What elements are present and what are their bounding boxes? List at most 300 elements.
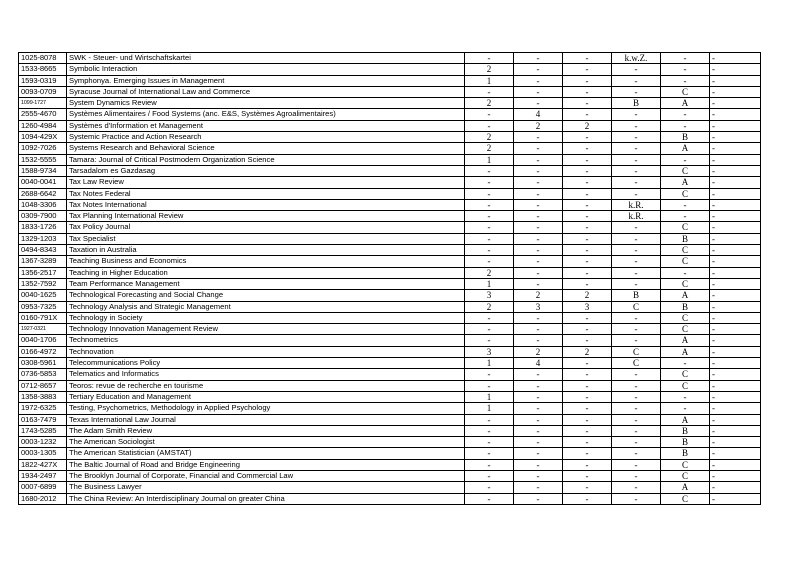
title-cell: Tax Notes International bbox=[67, 199, 465, 210]
table-row bbox=[19, 75, 761, 86]
table-row bbox=[19, 278, 761, 289]
table-row bbox=[19, 233, 761, 244]
rating-col-6: - bbox=[710, 391, 761, 402]
rating-col-2: - bbox=[514, 380, 563, 391]
issn-cell: 0007-6899 bbox=[19, 482, 67, 493]
rating-col-2: - bbox=[514, 459, 563, 470]
rating-col-1: - bbox=[465, 414, 514, 425]
rating-col-5: B bbox=[661, 132, 710, 143]
rating-col-1: 1 bbox=[465, 403, 514, 414]
issn-cell: 1833-1726 bbox=[19, 222, 67, 233]
rating-col-4: - bbox=[612, 143, 661, 154]
rating-col-4: - bbox=[612, 324, 661, 335]
table-row bbox=[19, 312, 761, 323]
rating-col-2: 2 bbox=[514, 346, 563, 357]
rating-col-4: - bbox=[612, 459, 661, 470]
rating-col-3: - bbox=[563, 211, 612, 222]
rating-col-1: 3 bbox=[465, 346, 514, 357]
rating-col-3: - bbox=[563, 470, 612, 481]
title-cell: Team Performance Management bbox=[67, 278, 465, 289]
rating-col-1: - bbox=[465, 199, 514, 210]
table-row bbox=[19, 109, 761, 120]
title-cell: Systèmes d'Information et Management bbox=[67, 120, 465, 131]
issn-cell: 0003-1232 bbox=[19, 437, 67, 448]
rating-col-5: C bbox=[661, 165, 710, 176]
issn-cell: 0040-1706 bbox=[19, 335, 67, 346]
rating-col-3: - bbox=[563, 132, 612, 143]
title-cell: The American Sociologist bbox=[67, 437, 465, 448]
rating-col-3: - bbox=[563, 414, 612, 425]
table-body bbox=[19, 53, 761, 505]
issn-cell: 0003-1305 bbox=[19, 448, 67, 459]
table-row bbox=[19, 459, 761, 470]
rating-col-1: - bbox=[465, 177, 514, 188]
rating-col-6: - bbox=[710, 132, 761, 143]
rating-col-1: - bbox=[465, 369, 514, 380]
rating-col-5: C bbox=[661, 369, 710, 380]
rating-col-2: - bbox=[514, 324, 563, 335]
rating-col-5: - bbox=[661, 120, 710, 131]
title-cell: Syracuse Journal of International Law and Commerce bbox=[67, 86, 465, 97]
rating-col-2: 2 bbox=[514, 290, 563, 301]
rating-col-5: C bbox=[661, 459, 710, 470]
rating-col-3: - bbox=[563, 222, 612, 233]
title-cell: Tax Law Review bbox=[67, 177, 465, 188]
title-cell: Teoros: revue de recherche en tourisme bbox=[67, 380, 465, 391]
title-cell: Symbolic Interaction bbox=[67, 64, 465, 75]
table-row bbox=[19, 154, 761, 165]
rating-col-2: - bbox=[514, 211, 563, 222]
title-cell: Taxation in Australia bbox=[67, 245, 465, 256]
issn-cell: 1329-1203 bbox=[19, 233, 67, 244]
rating-col-5: A bbox=[661, 290, 710, 301]
rating-col-3: - bbox=[563, 369, 612, 380]
rating-col-2: - bbox=[514, 425, 563, 436]
rating-col-6: - bbox=[710, 425, 761, 436]
title-cell: The China Review: An Interdisciplinary Journal on greater China bbox=[67, 493, 465, 504]
rating-col-1: - bbox=[465, 211, 514, 222]
title-cell: The Business Lawyer bbox=[67, 482, 465, 493]
issn-cell: 0309-7900 bbox=[19, 211, 67, 222]
table-row bbox=[19, 301, 761, 312]
rating-col-6: - bbox=[710, 278, 761, 289]
journal-table bbox=[18, 52, 761, 505]
rating-col-6: - bbox=[710, 482, 761, 493]
rating-col-5: C bbox=[661, 86, 710, 97]
rating-col-4: - bbox=[612, 154, 661, 165]
issn-cell: 1367-3289 bbox=[19, 256, 67, 267]
rating-col-5: B bbox=[661, 425, 710, 436]
rating-col-6: - bbox=[710, 493, 761, 504]
rating-col-1: 2 bbox=[465, 98, 514, 109]
rating-col-6: - bbox=[710, 290, 761, 301]
rating-col-5: B bbox=[661, 233, 710, 244]
rating-col-3: 2 bbox=[563, 290, 612, 301]
table-row bbox=[19, 403, 761, 414]
rating-col-1: - bbox=[465, 324, 514, 335]
rating-col-1: - bbox=[465, 448, 514, 459]
rating-col-1: - bbox=[465, 482, 514, 493]
rating-col-3: - bbox=[563, 64, 612, 75]
table-row bbox=[19, 199, 761, 210]
rating-col-5: B bbox=[661, 301, 710, 312]
rating-col-6: - bbox=[710, 199, 761, 210]
title-cell: Technology Analysis and Strategic Management bbox=[67, 301, 465, 312]
rating-col-1: 1 bbox=[465, 154, 514, 165]
rating-col-2: - bbox=[514, 75, 563, 86]
rating-col-5: C bbox=[661, 380, 710, 391]
rating-col-2: - bbox=[514, 233, 563, 244]
rating-col-3: 2 bbox=[563, 120, 612, 131]
rating-col-5: C bbox=[661, 324, 710, 335]
rating-col-1: - bbox=[465, 109, 514, 120]
rating-col-2: - bbox=[514, 267, 563, 278]
table-row bbox=[19, 120, 761, 131]
rating-col-5: - bbox=[661, 403, 710, 414]
rating-col-6: - bbox=[710, 245, 761, 256]
rating-col-4: k.R. bbox=[612, 211, 661, 222]
rating-col-2: - bbox=[514, 256, 563, 267]
title-cell: The Brooklyn Journal of Corporate, Financial and Commercial Law bbox=[67, 470, 465, 481]
rating-col-6: - bbox=[710, 414, 761, 425]
rating-col-4: - bbox=[612, 437, 661, 448]
rating-col-5: C bbox=[661, 278, 710, 289]
rating-col-4: - bbox=[612, 132, 661, 143]
rating-col-4: B bbox=[612, 98, 661, 109]
rating-col-5: A bbox=[661, 177, 710, 188]
rating-col-5: C bbox=[661, 188, 710, 199]
rating-col-3: - bbox=[563, 199, 612, 210]
rating-col-2: 4 bbox=[514, 358, 563, 369]
rating-col-3: - bbox=[563, 391, 612, 402]
rating-col-4: - bbox=[612, 245, 661, 256]
rating-col-5: C bbox=[661, 245, 710, 256]
rating-col-1: - bbox=[465, 470, 514, 481]
title-cell: Systems Research and Behavioral Science bbox=[67, 143, 465, 154]
rating-col-1: 3 bbox=[465, 290, 514, 301]
rating-col-1: - bbox=[465, 459, 514, 470]
table-row bbox=[19, 324, 761, 335]
issn-cell: 2555-4670 bbox=[19, 109, 67, 120]
rating-col-6: - bbox=[710, 143, 761, 154]
table-row bbox=[19, 493, 761, 504]
title-cell: Systemic Practice and Action Research bbox=[67, 132, 465, 143]
rating-col-2: - bbox=[514, 493, 563, 504]
rating-col-3: - bbox=[563, 358, 612, 369]
issn-cell: 0163-7479 bbox=[19, 414, 67, 425]
issn-cell: 1593-0319 bbox=[19, 75, 67, 86]
table-row bbox=[19, 188, 761, 199]
title-cell: Technometrics bbox=[67, 335, 465, 346]
issn-cell: 1934-2497 bbox=[19, 470, 67, 481]
issn-cell: 1260-4984 bbox=[19, 120, 67, 131]
title-cell: Technovation bbox=[67, 346, 465, 357]
rating-col-4: - bbox=[612, 120, 661, 131]
issn-cell: 0166-4972 bbox=[19, 346, 67, 357]
rating-col-4: C bbox=[612, 346, 661, 357]
rating-col-2: - bbox=[514, 448, 563, 459]
issn-cell: 1025-8078 bbox=[19, 53, 67, 64]
title-cell: Telecommunications Policy bbox=[67, 358, 465, 369]
rating-col-6: - bbox=[710, 86, 761, 97]
rating-col-6: - bbox=[710, 369, 761, 380]
rating-col-2: - bbox=[514, 64, 563, 75]
issn-cell: 1099-1727 bbox=[19, 98, 67, 109]
issn-cell: 1092-7026 bbox=[19, 143, 67, 154]
rating-col-4: - bbox=[612, 278, 661, 289]
table-row bbox=[19, 245, 761, 256]
rating-col-5: - bbox=[661, 199, 710, 210]
table-row bbox=[19, 53, 761, 64]
rating-col-6: - bbox=[710, 120, 761, 131]
rating-col-5: C bbox=[661, 470, 710, 481]
rating-col-3: - bbox=[563, 324, 612, 335]
rating-col-1: - bbox=[465, 425, 514, 436]
rating-col-1: 1 bbox=[465, 75, 514, 86]
rating-col-3: - bbox=[563, 493, 612, 504]
title-cell: Symphonya. Emerging Issues in Management bbox=[67, 75, 465, 86]
issn-cell: 0160-791X bbox=[19, 312, 67, 323]
table-row bbox=[19, 470, 761, 481]
rating-col-5: C bbox=[661, 256, 710, 267]
title-cell: Tax Specialist bbox=[67, 233, 465, 244]
issn-cell: 1743-5285 bbox=[19, 425, 67, 436]
rating-col-4: - bbox=[612, 267, 661, 278]
rating-col-6: - bbox=[710, 459, 761, 470]
rating-col-4: - bbox=[612, 177, 661, 188]
title-cell: Technology Innovation Management Review bbox=[67, 324, 465, 335]
table-row bbox=[19, 414, 761, 425]
rating-col-4: C bbox=[612, 358, 661, 369]
title-cell: Testing, Psychometrics, Methodology in Applied Psychology bbox=[67, 403, 465, 414]
table-row bbox=[19, 391, 761, 402]
table-row bbox=[19, 98, 761, 109]
rating-col-2: - bbox=[514, 188, 563, 199]
rating-col-5: A bbox=[661, 335, 710, 346]
rating-col-3: - bbox=[563, 154, 612, 165]
rating-col-1: - bbox=[465, 245, 514, 256]
rating-col-3: - bbox=[563, 53, 612, 64]
rating-col-5: - bbox=[661, 64, 710, 75]
rating-col-6: - bbox=[710, 64, 761, 75]
rating-col-2: - bbox=[514, 369, 563, 380]
rating-col-1: 2 bbox=[465, 301, 514, 312]
issn-cell: 0494-8343 bbox=[19, 245, 67, 256]
rating-col-1: 2 bbox=[465, 132, 514, 143]
rating-col-3: - bbox=[563, 245, 612, 256]
rating-col-6: - bbox=[710, 437, 761, 448]
rating-col-2: 2 bbox=[514, 120, 563, 131]
rating-col-3: - bbox=[563, 448, 612, 459]
rating-col-2: - bbox=[514, 403, 563, 414]
title-cell: The Baltic Journal of Road and Bridge Engineering bbox=[67, 459, 465, 470]
rating-col-3: - bbox=[563, 165, 612, 176]
rating-col-2: - bbox=[514, 199, 563, 210]
issn-cell: 1972-6325 bbox=[19, 403, 67, 414]
rating-col-2: - bbox=[514, 335, 563, 346]
rating-col-3: - bbox=[563, 188, 612, 199]
table-row bbox=[19, 482, 761, 493]
rating-col-6: - bbox=[710, 267, 761, 278]
issn-cell: 0093-0709 bbox=[19, 86, 67, 97]
title-cell: Technology in Society bbox=[67, 312, 465, 323]
rating-col-3: - bbox=[563, 256, 612, 267]
rating-col-5: B bbox=[661, 437, 710, 448]
rating-col-1: - bbox=[465, 380, 514, 391]
rating-col-2: - bbox=[514, 143, 563, 154]
issn-cell: 0953-7325 bbox=[19, 301, 67, 312]
rating-col-4: - bbox=[612, 403, 661, 414]
rating-col-4: - bbox=[612, 256, 661, 267]
rating-col-2: - bbox=[514, 222, 563, 233]
table-row bbox=[19, 346, 761, 357]
rating-col-6: - bbox=[710, 154, 761, 165]
rating-col-4: - bbox=[612, 165, 661, 176]
rating-col-3: - bbox=[563, 143, 612, 154]
rating-col-3: - bbox=[563, 335, 612, 346]
rating-col-2: - bbox=[514, 86, 563, 97]
rating-col-6: - bbox=[710, 335, 761, 346]
rating-col-2: - bbox=[514, 132, 563, 143]
table-row bbox=[19, 177, 761, 188]
rating-col-3: - bbox=[563, 380, 612, 391]
rating-col-2: 3 bbox=[514, 301, 563, 312]
issn-cell: 1588-9734 bbox=[19, 165, 67, 176]
rating-col-2: - bbox=[514, 312, 563, 323]
rating-col-2: - bbox=[514, 470, 563, 481]
rating-col-1: 2 bbox=[465, 143, 514, 154]
rating-col-3: - bbox=[563, 75, 612, 86]
title-cell: Tax Notes Federal bbox=[67, 188, 465, 199]
rating-col-4: - bbox=[612, 233, 661, 244]
rating-col-2: - bbox=[514, 165, 563, 176]
rating-col-3: - bbox=[563, 98, 612, 109]
rating-col-2: 4 bbox=[514, 109, 563, 120]
rating-col-1: 1 bbox=[465, 278, 514, 289]
table-row bbox=[19, 165, 761, 176]
rating-col-1: - bbox=[465, 256, 514, 267]
rating-col-2: - bbox=[514, 391, 563, 402]
rating-col-4: - bbox=[612, 188, 661, 199]
table-row bbox=[19, 425, 761, 436]
rating-col-4: - bbox=[612, 470, 661, 481]
rating-col-2: - bbox=[514, 482, 563, 493]
rating-col-5: A bbox=[661, 98, 710, 109]
rating-col-5: A bbox=[661, 414, 710, 425]
rating-col-1: - bbox=[465, 53, 514, 64]
rating-col-3: 2 bbox=[563, 346, 612, 357]
rating-col-5: A bbox=[661, 143, 710, 154]
issn-cell: 0308-5961 bbox=[19, 358, 67, 369]
rating-col-5: - bbox=[661, 211, 710, 222]
title-cell: Systèmes Alimentaires / Food Systems (anc. E&S, Systèmes Agroalimentaires) bbox=[67, 109, 465, 120]
rating-col-6: - bbox=[710, 222, 761, 233]
rating-col-5: - bbox=[661, 358, 710, 369]
issn-cell: 1094-429X bbox=[19, 132, 67, 143]
issn-cell: 0040-1625 bbox=[19, 290, 67, 301]
rating-col-5: A bbox=[661, 346, 710, 357]
rating-col-6: - bbox=[710, 358, 761, 369]
title-cell: Tax Planning International Review bbox=[67, 211, 465, 222]
rating-col-2: - bbox=[514, 53, 563, 64]
rating-col-5: - bbox=[661, 109, 710, 120]
rating-col-1: - bbox=[465, 188, 514, 199]
rating-col-6: - bbox=[710, 211, 761, 222]
rating-col-3: - bbox=[563, 425, 612, 436]
rating-col-3: - bbox=[563, 403, 612, 414]
rating-col-5: C bbox=[661, 493, 710, 504]
rating-col-6: - bbox=[710, 324, 761, 335]
rating-col-1: - bbox=[465, 312, 514, 323]
rating-col-6: - bbox=[710, 256, 761, 267]
rating-col-3: - bbox=[563, 437, 612, 448]
table-row bbox=[19, 290, 761, 301]
rating-col-4: k.w.Z. bbox=[612, 53, 661, 64]
title-cell: Telematics and Informatics bbox=[67, 369, 465, 380]
rating-col-4: - bbox=[612, 312, 661, 323]
rating-col-1: - bbox=[465, 222, 514, 233]
rating-col-4: k.R. bbox=[612, 199, 661, 210]
rating-col-5: A bbox=[661, 482, 710, 493]
issn-cell: 1358-3883 bbox=[19, 391, 67, 402]
rating-col-4: - bbox=[612, 425, 661, 436]
rating-col-3: - bbox=[563, 278, 612, 289]
table-row bbox=[19, 380, 761, 391]
rating-col-6: - bbox=[710, 346, 761, 357]
rating-col-2: - bbox=[514, 177, 563, 188]
rating-col-2: - bbox=[514, 245, 563, 256]
issn-cell: 1533-8665 bbox=[19, 64, 67, 75]
table-row bbox=[19, 211, 761, 222]
title-cell: SWK - Steuer- und Wirtschaftskartei bbox=[67, 53, 465, 64]
rating-col-4: - bbox=[612, 493, 661, 504]
rating-col-4: - bbox=[612, 335, 661, 346]
title-cell: Texas International Law Journal bbox=[67, 414, 465, 425]
rating-col-6: - bbox=[710, 165, 761, 176]
table-row bbox=[19, 64, 761, 75]
rating-col-4: - bbox=[612, 222, 661, 233]
issn-cell: 1352-7592 bbox=[19, 278, 67, 289]
issn-cell: 1822-427X bbox=[19, 459, 67, 470]
rating-col-4: - bbox=[612, 391, 661, 402]
rating-col-1: 2 bbox=[465, 64, 514, 75]
rating-col-4: - bbox=[612, 109, 661, 120]
rating-col-4: - bbox=[612, 482, 661, 493]
rating-col-6: - bbox=[710, 233, 761, 244]
rating-col-4: - bbox=[612, 369, 661, 380]
title-cell: Teaching Business and Economics bbox=[67, 256, 465, 267]
rating-col-5: - bbox=[661, 391, 710, 402]
rating-col-2: - bbox=[514, 154, 563, 165]
rating-col-1: - bbox=[465, 86, 514, 97]
rating-col-5: C bbox=[661, 312, 710, 323]
rating-col-5: B bbox=[661, 448, 710, 459]
rating-col-3: - bbox=[563, 109, 612, 120]
rating-col-3: - bbox=[563, 233, 612, 244]
rating-col-6: - bbox=[710, 98, 761, 109]
title-cell: The Adam Smith Review bbox=[67, 425, 465, 436]
title-cell: Teaching in Higher Education bbox=[67, 267, 465, 278]
rating-col-5: - bbox=[661, 267, 710, 278]
title-cell: Tamara: Journal of Critical Postmodern Organization Science bbox=[67, 154, 465, 165]
issn-cell: 1356-2517 bbox=[19, 267, 67, 278]
rating-col-6: - bbox=[710, 380, 761, 391]
issn-cell: 1680-2012 bbox=[19, 493, 67, 504]
rating-col-2: - bbox=[514, 278, 563, 289]
rating-col-3: - bbox=[563, 482, 612, 493]
rating-col-5: - bbox=[661, 75, 710, 86]
table-row bbox=[19, 222, 761, 233]
